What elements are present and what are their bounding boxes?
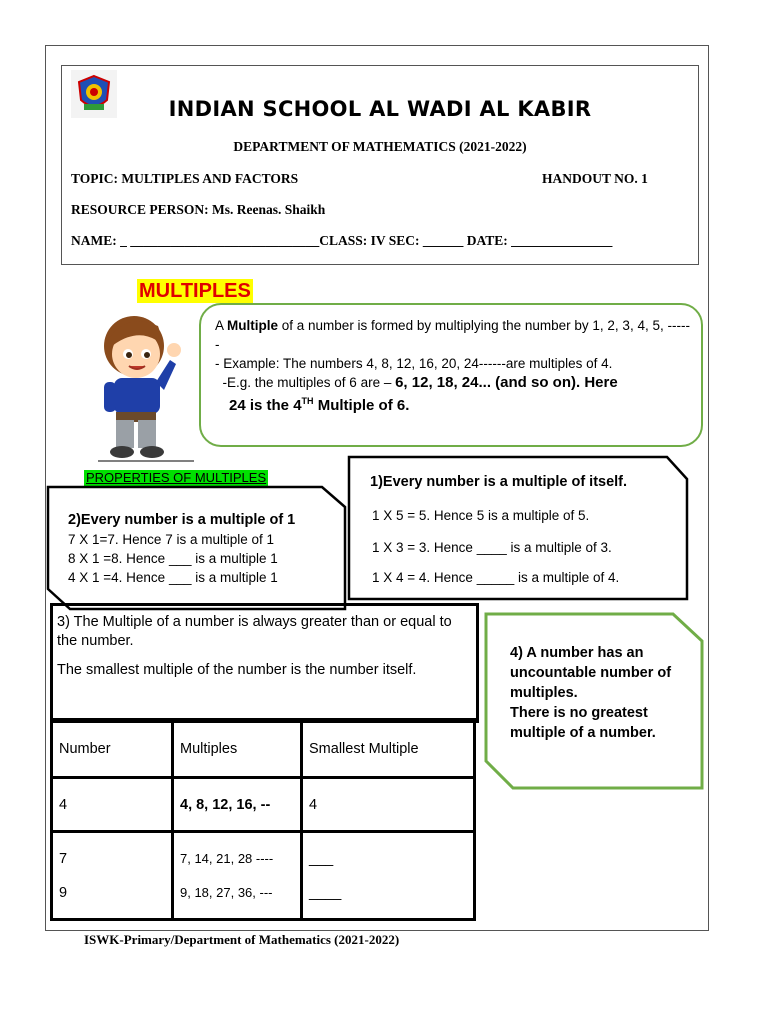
definition-fourth-sup: TH [301, 396, 314, 406]
table-row [52, 778, 475, 832]
definition-eg-prefix: -E.g. the multiples of 6 are – [215, 375, 396, 390]
property4-text1: 4) A number has an uncountable number of multiples. [510, 645, 672, 701]
school-logo [71, 70, 117, 118]
properties-title: PROPERTIES OF MULTIPLES [86, 470, 267, 485]
topic-line: TOPIC: MULTIPLES AND FACTORS [71, 171, 299, 186]
header-multiples: Multiples [173, 720, 302, 778]
definition-line1: of a number is formed by multiplying the number by 1, 2, 3, 4, 5, ------ [215, 318, 690, 352]
header-number: Number [52, 720, 173, 778]
multiples-table [50, 718, 476, 921]
definition-term: Multiple [227, 318, 279, 333]
row2-number-9: 9 [59, 884, 68, 901]
row1-smallest: 4 [302, 778, 475, 832]
row2-smallest-7: ___ [309, 850, 334, 867]
handout-number: HANDOUT NO. 1 [542, 171, 648, 186]
property1-line3: 1 X 4 = 4. Hence _____ is a multiple of 4. [372, 570, 620, 585]
table-header-row [52, 720, 475, 778]
property3-line1: 3) The Multiple of a number is always greater than or equal to the number. [57, 614, 452, 649]
definition-text [215, 316, 690, 415]
definition-fourth-a: 24 is the 4 [229, 397, 302, 414]
row2-smallest-9: ____ [309, 884, 342, 901]
definition-eg-bold: 6, 12, 18, 24... (and so on). Here [395, 374, 618, 391]
property2-title: 2)Every number is a multiple of 1 [68, 512, 296, 528]
property4-text2: There is no greatest multiple of a number. [510, 705, 656, 741]
property1-line1: 1 X 5 = 5. Hence 5 is a multiple of 5. [372, 508, 590, 523]
property3-line2: The smallest multiple of the number is the number itself. [57, 662, 417, 678]
school-name: INDIAN SCHOOL AL WADI AL KABIR [168, 97, 592, 121]
definition-fourth-b: Multiple of 6. [313, 397, 410, 414]
row2-multiples-7: 7, 14, 21, 28 ---- [180, 850, 274, 866]
row2-number-7: 7 [59, 850, 68, 867]
definition-example: - Example: The numbers 4, 8, 12, 16, 20, 24------are multiples of 4. [215, 356, 613, 371]
property2-line2: 8 X 1 =8. Hence ___ is a multiple 1 [68, 551, 278, 566]
property2-line1: 7 X 1=7. Hence 7 is a multiple of 1 [68, 532, 274, 547]
property1-title: 1)Every number is a multiple of itself. [370, 474, 628, 490]
row1-multiples: 4, 8, 12, 16, -- [173, 778, 302, 832]
definition-prefix: A [215, 318, 228, 333]
section-title: MULTIPLES [139, 280, 251, 302]
boy-illustration [96, 306, 196, 466]
footer-text: ISWK-Primary/Department of Mathematics (2021-2022) [84, 932, 400, 947]
resource-person: RESOURCE PERSON: Ms. Reenas. Shaikh [71, 202, 326, 217]
property2-line3: 4 X 1 =4. Hence ___ is a multiple 1 [68, 570, 278, 585]
property1-line2: 1 X 3 = 3. Hence ____ is a multiple of 3. [372, 540, 612, 555]
table-row [52, 832, 475, 920]
header-smallest: Smallest Multiple [302, 720, 475, 778]
row1-number: 4 [52, 778, 173, 832]
row2-multiples-9: 9, 18, 27, 36, --- [180, 884, 273, 900]
name-class-date-line: NAME: _ ____________________________CLASS: IV SEC: ______ DATE: _______________ [71, 233, 613, 248]
department-title: DEPARTMENT OF MATHEMATICS (2021-2022) [233, 139, 527, 154]
